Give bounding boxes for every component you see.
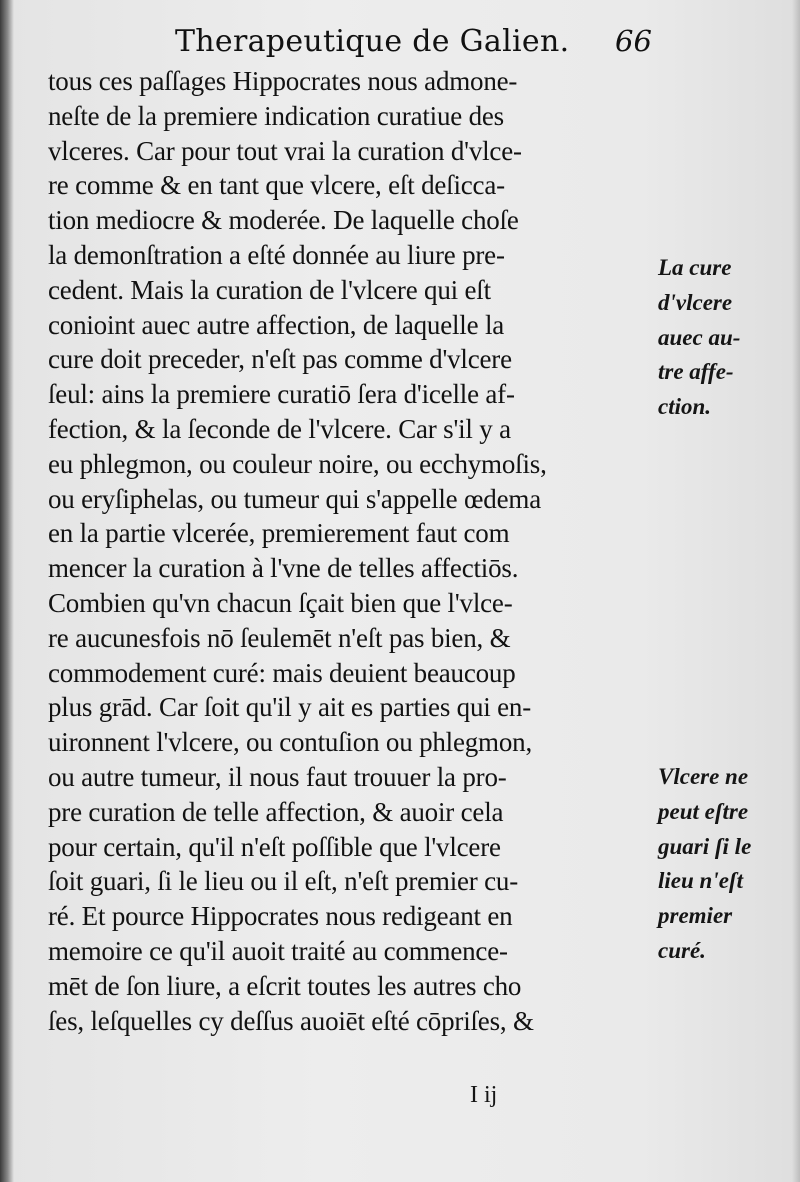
marginal-note-line: d'vlcere <box>658 289 733 315</box>
page-header <box>0 22 800 62</box>
text-line: Combien qu'vn chacun ſçait bien que l'vlce- <box>48 587 513 618</box>
text-line: tion mediocre & moderée. De laquelle choſe <box>48 205 519 236</box>
text-line: cedent. Mais la curation de l'vlcere qui eſt <box>48 274 491 305</box>
text-line: ſeul: ains la premiere curatiō ſera d'icelle af- <box>48 379 515 410</box>
text-line: re aucunesfois nō ſeulemēt n'eſt pas bien, & <box>48 622 511 653</box>
marginal-note-line: curé. <box>658 937 706 963</box>
marginal-note-ulcer-cure <box>658 251 798 425</box>
running-title: Therapeutique de Galien. <box>175 24 570 59</box>
text-line: en la partie vlcerée, premierement faut com <box>48 518 510 549</box>
marginal-note-line: ction. <box>658 394 712 420</box>
page-number: 66 <box>615 24 652 58</box>
text-line: tous ces paſſages Hippocrates nous admone- <box>48 66 518 96</box>
text-line: uironnent l'vlcere, ou contuſion ou phlegmon, <box>48 727 533 758</box>
marginal-note-line: auec au- <box>658 324 741 350</box>
text-line: ou autre tumeur, il nous faut trouuer la pro- <box>48 761 507 792</box>
text-line: cure doit preceder, n'eſt pas comme d'vlcere <box>48 344 512 375</box>
text-line: ſes, leſquelles cy deſſus auoiēt eſté cōpriſes, & <box>48 1005 534 1036</box>
text-line: memoire ce qu'il auoit traité au commence- <box>48 935 508 966</box>
page-left-edge-shadow <box>0 0 14 1182</box>
text-line: pre curation de telle affection, & auoir cela <box>48 796 504 827</box>
text-line: ou eryſiphelas, ou tumeur qui s'appelle œdema <box>48 483 541 514</box>
page-right-edge <box>792 0 800 1182</box>
text-line: ſoit guari, ſi le lieu ou il eſt, n'eſt premier cu- <box>48 866 519 897</box>
marginal-note-line: tre affe- <box>658 359 734 385</box>
text-line: pour certain, qu'il n'eſt poſſible que l'vlcere <box>48 831 501 862</box>
marginal-note-line: Vlcere ne <box>658 764 749 789</box>
marginal-note-line: lieu n'eſt <box>658 868 743 894</box>
marginal-note-line: premier <box>658 903 733 929</box>
text-line: plus grād. Car ſoit qu'il y ait es parties qui en- <box>48 692 532 723</box>
text-line: fection, & la ſeconde de l'vlcere. Car s'il y a <box>48 413 511 444</box>
text-line: re comme & en tant que vlcere, eſt deſicca- <box>48 170 505 201</box>
text-line: commodement curé: mais deuient beaucoup <box>48 657 516 688</box>
marginal-note-line: guari ſi le <box>658 833 752 859</box>
text-line: mencer la curation à l'vne de telles affectiōs. <box>48 553 519 584</box>
body-text <box>48 64 658 1038</box>
marginal-note-ulcer-healing <box>658 760 798 969</box>
text-line: conioint auec autre affection, de laquelle la <box>48 309 505 340</box>
marginal-note-line: La cure <box>658 255 732 280</box>
text-line: ré. Et pource Hippocrates nous redigeant en <box>48 901 513 932</box>
marginal-note-line: peut eſtre <box>658 798 749 824</box>
signature-mark: I ij <box>470 1082 498 1108</box>
text-line: la demonſtration a eſté donnée au liure pre- <box>48 239 505 270</box>
text-line: eu phlegmon, ou couleur noire, ou ecchymoſis, <box>48 448 547 479</box>
text-line: mēt de ſon liure, a eſcrit toutes les autres cho <box>48 970 522 1001</box>
text-line: vlceres. Car pour tout vrai la curation d'vlce- <box>48 135 522 166</box>
text-line: neſte de la premiere indication curatiue des <box>48 100 504 131</box>
